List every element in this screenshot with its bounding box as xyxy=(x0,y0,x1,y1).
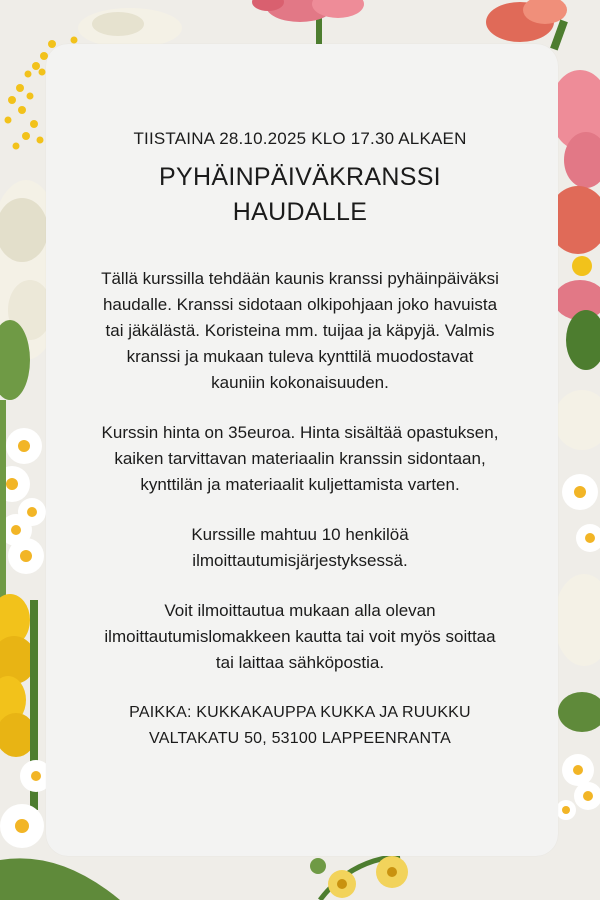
location-venue: PAIKKA: KUKKAKAUPPA KUKKA JA RUUKKU xyxy=(129,704,471,721)
intro-line: kauniin kokonaisuuden. xyxy=(211,373,389,392)
price-line: kynttilän ja materiaalit kuljettamista varten. xyxy=(140,475,460,494)
yellow-flowers-bottom-icon xyxy=(310,856,408,900)
price-line: Kurssin hinta on 35euroa. Hinta sisältää opastuksen, xyxy=(101,423,499,442)
intro-paragraph xyxy=(60,266,540,396)
daisies-bottom-right-icon xyxy=(556,754,600,820)
red-flower-top-right-icon xyxy=(486,0,568,50)
signup-line: tai laittaa sähköpostia. xyxy=(215,653,385,672)
capacity-line: ilmoittautumisjärjestyksessä. xyxy=(192,551,408,570)
signup-line: Voit ilmoittautua mukaan alla olevan xyxy=(164,601,436,620)
price-paragraph xyxy=(60,420,540,498)
intro-line: haudalle. Kranssi sidotaan olkipohjaan joko havuista xyxy=(102,295,498,314)
event-content xyxy=(60,128,540,752)
pink-flower-top-icon xyxy=(252,0,364,44)
signup-paragraph xyxy=(60,598,540,676)
location-address: VALTAKATU 50, 53100 LAPPEENRANTA xyxy=(149,730,451,747)
signup-line: ilmoittautumislomakkeen kautta tai voit myös soittaa xyxy=(104,627,496,646)
white-peony-top-icon xyxy=(78,8,182,48)
intro-line: tai jäkälästä. Koristeina mm. tuijaa ja käpyjä. Valmis xyxy=(105,321,495,340)
daisies-left-icon xyxy=(0,400,46,600)
intro-line: Tällä kurssilla tehdään kaunis kranssi pyhäinpäiväksi xyxy=(101,269,499,288)
intro-line: kranssi ja mukaan tuleva kynttilä muodostavat xyxy=(126,347,474,366)
event-title-line1: PYHÄINPÄIVÄKRANSSI xyxy=(159,163,441,191)
event-title xyxy=(60,160,540,230)
white-flowers-right-icon xyxy=(554,390,600,732)
price-line: kaiken tarvittavan materiaalin kranssin sidontaan, xyxy=(114,449,486,468)
capacity-paragraph xyxy=(60,522,540,574)
location-block xyxy=(60,700,540,752)
event-date-time: TIISTAINA 28.10.2025 KLO 17.30 ALKAEN xyxy=(133,129,467,148)
capacity-line: Kurssille mahtuu 10 henkilöä xyxy=(191,525,409,544)
event-title-line2: HAUDALLE xyxy=(232,198,368,226)
